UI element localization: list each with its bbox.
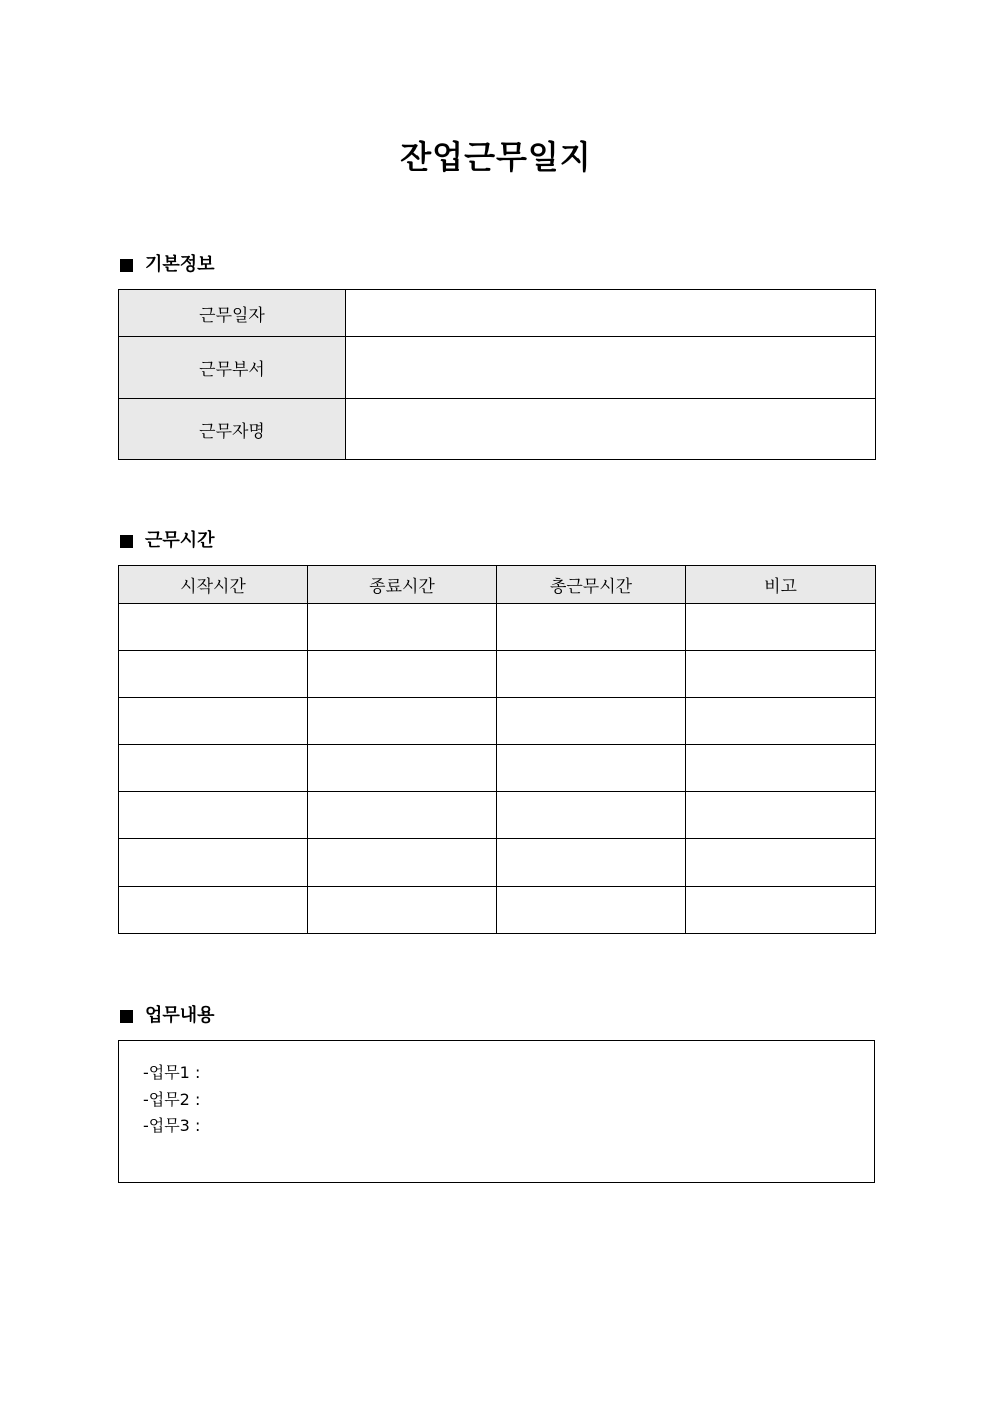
end-time-cell[interactable] [308, 651, 497, 698]
start-time-cell[interactable] [119, 792, 308, 839]
remarks-cell[interactable] [686, 792, 876, 839]
page-title: 잔업근무일지 [400, 138, 592, 176]
column-header-remarks: 비고 [686, 566, 876, 604]
work-date-field[interactable] [346, 290, 876, 337]
worker-name-field[interactable] [346, 399, 876, 460]
total-hours-cell[interactable] [497, 792, 686, 839]
section-heading-label: 업무내용 [145, 1005, 215, 1026]
label-worker-name: 근무자명 [119, 399, 346, 460]
end-time-cell[interactable] [308, 604, 497, 651]
total-hours-cell[interactable] [497, 887, 686, 934]
start-time-cell[interactable] [119, 887, 308, 934]
work-hours-table [118, 565, 876, 934]
table-row [119, 399, 876, 460]
start-time-cell[interactable] [119, 745, 308, 792]
black-square-icon [120, 1010, 133, 1023]
table-row [119, 839, 876, 887]
column-header-end-time: 종료시간 [308, 566, 497, 604]
black-square-icon [120, 259, 133, 272]
column-header-start-time: 시작시간 [119, 566, 308, 604]
section-heading-work-hours [120, 529, 215, 553]
remarks-cell[interactable] [686, 604, 876, 651]
end-time-cell[interactable] [308, 745, 497, 792]
table-row [119, 337, 876, 399]
work-item-line: -업무3 : [143, 1116, 201, 1135]
table-row [119, 604, 876, 651]
end-time-cell[interactable] [308, 839, 497, 887]
remarks-cell[interactable] [686, 887, 876, 934]
table-row [119, 745, 876, 792]
basic-info-table [118, 289, 876, 460]
section-heading-label: 근무시간 [145, 530, 215, 551]
total-hours-cell[interactable] [497, 839, 686, 887]
column-header-total-hours: 총근무시간 [497, 566, 686, 604]
table-header-row [119, 566, 876, 604]
remarks-cell[interactable] [686, 839, 876, 887]
work-content-lines [143, 1060, 200, 1140]
work-department-field[interactable] [346, 337, 876, 399]
remarks-cell[interactable] [686, 745, 876, 792]
total-hours-cell[interactable] [497, 604, 686, 651]
table-row [119, 651, 876, 698]
end-time-cell[interactable] [308, 792, 497, 839]
table-row [119, 698, 876, 745]
start-time-cell[interactable] [119, 698, 308, 745]
end-time-cell[interactable] [308, 887, 497, 934]
table-row [119, 792, 876, 839]
work-content-box[interactable] [118, 1040, 875, 1183]
start-time-cell[interactable] [119, 651, 308, 698]
table-row [119, 887, 876, 934]
end-time-cell[interactable] [308, 698, 497, 745]
work-item-line: -업무2 : [143, 1089, 201, 1109]
table-row [119, 290, 876, 337]
start-time-cell[interactable] [119, 839, 308, 887]
section-heading-work-content [120, 1004, 215, 1028]
black-square-icon [120, 535, 133, 548]
label-work-department: 근무부서 [119, 337, 346, 399]
section-heading-label: 기본정보 [145, 254, 215, 275]
total-hours-cell[interactable] [497, 745, 686, 792]
section-heading-basic-info [120, 253, 215, 277]
label-work-date: 근무일자 [119, 290, 346, 337]
start-time-cell[interactable] [119, 604, 308, 651]
work-item-line: -업무1 : [143, 1063, 201, 1082]
remarks-cell[interactable] [686, 651, 876, 698]
total-hours-cell[interactable] [497, 651, 686, 698]
total-hours-cell[interactable] [497, 698, 686, 745]
remarks-cell[interactable] [686, 698, 876, 745]
